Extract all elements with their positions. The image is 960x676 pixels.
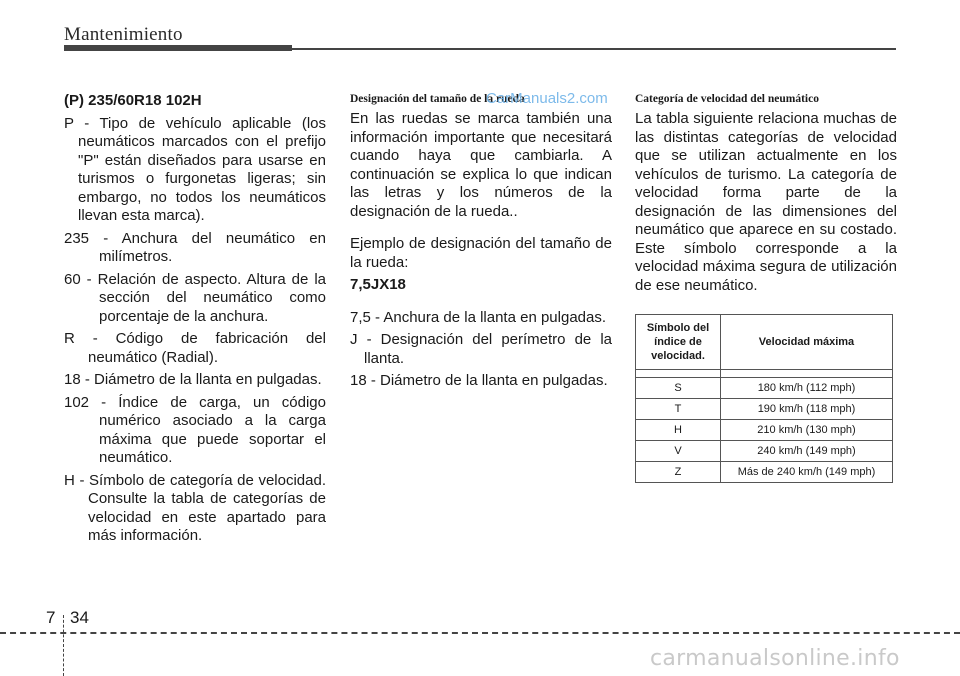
table-row (636, 441, 893, 462)
table-cell-symbol: Z (636, 462, 721, 483)
table-cell-speed: 190 km/h (118 mph) (721, 399, 893, 420)
footer-rule (0, 632, 960, 634)
table-header-speed: Velocidad máxima (721, 315, 893, 370)
list-item: H - Símbolo de categoría de velocidad. Consulte la tabla de categorías de velocidad en este apartado para más información. (64, 471, 326, 544)
speed-subheading: Categoría de velocidad del neumático (635, 93, 819, 105)
speed-rating-table (635, 314, 893, 483)
table-cell-speed: 240 km/h (149 mph) (721, 441, 893, 462)
list-item: 18 - Diámetro de la llanta en pulgadas. (64, 371, 322, 388)
table-cell-symbol: T (636, 399, 721, 420)
site-watermark: carmanualsonline.info (650, 646, 900, 671)
table-row (636, 378, 893, 399)
list-item: R - Código de fabricación del neumático (Radial). (64, 330, 326, 366)
list-item: 18 - Diámetro de la llanta en pulgadas. (350, 372, 608, 389)
footer-separator (63, 615, 64, 676)
table-cell-speed: 210 km/h (130 mph) (721, 420, 893, 441)
table-row (636, 462, 893, 483)
speed-paragraph: La tabla siguiente relaciona muchas de las distintas categorías de velocidad que se utilizan actualmente en los vehículos de turismo. La categoría de velocidad forma parte de la designación de las dimensiones del neumático que aparece en su costado. Este símbolo corresponde a la velocidad máxima segura de utilización de ese neumático. (635, 110, 897, 294)
list-item: 7,5 - Anchura de la llanta en pulgadas. (350, 308, 607, 326)
table-cell-symbol: H (636, 420, 721, 441)
header-rule-thick (64, 45, 292, 51)
list-item: 102 - Índice de carga, un código numérico asociado a la carga máxima que puede soportar el neumático. (64, 393, 326, 466)
table-header-symbol: Símbolo del índice de velocidad. (636, 315, 721, 370)
list-item: 60 - Relación de aspecto. Altura de la sección del neumático como porcentaje de la anchura. (64, 270, 326, 325)
table-header-row (636, 315, 893, 370)
wheel-intro-paragraph: En las ruedas se marca también una información importante que necesitará cuando haya que cambiarla. A continuación se explica lo que indican las letras y los números de la designación de la rueda.. (350, 110, 612, 220)
tire-size-heading: (P) 235/60R18 102H (64, 92, 202, 109)
wheel-example-code: 7,5JX18 (350, 276, 406, 293)
chapter-number: 7 (46, 608, 56, 627)
section-title: Mantenimiento (64, 24, 183, 45)
watermark-text: CarManuals2.com (486, 90, 608, 107)
table-cell-symbol: V (636, 441, 721, 462)
column-wheel-designation (350, 92, 612, 395)
list-item: 235 - Anchura del neumático en milímetros. (64, 229, 326, 265)
table-row (636, 399, 893, 420)
list-item: P - Tipo de vehículo aplicable (los neumáticos marcados con el prefijo "P" están diseñados para usarse en turismos o furgonetas ligeras; sin embargo, no todos los neumáticos llevan esta marca). (64, 114, 326, 224)
table-row (636, 420, 893, 441)
table-cell-symbol: S (636, 378, 721, 399)
page-number: 34 (70, 608, 89, 627)
header-rule-thin (292, 48, 896, 50)
wheel-size-subheading: Designación del tamaño de la rueda (350, 93, 525, 105)
list-item: J - Designación del perímetro de la llanta. (350, 331, 612, 367)
column-speed-category (635, 92, 897, 295)
table-cell-speed: 180 km/h (112 mph) (721, 378, 893, 399)
column-tire-designation (64, 92, 326, 550)
wheel-example-paragraph: Ejemplo de designación del tamaño de la rueda: (350, 235, 612, 271)
table-cell-speed: Más de 240 km/h (149 mph) (721, 462, 893, 483)
